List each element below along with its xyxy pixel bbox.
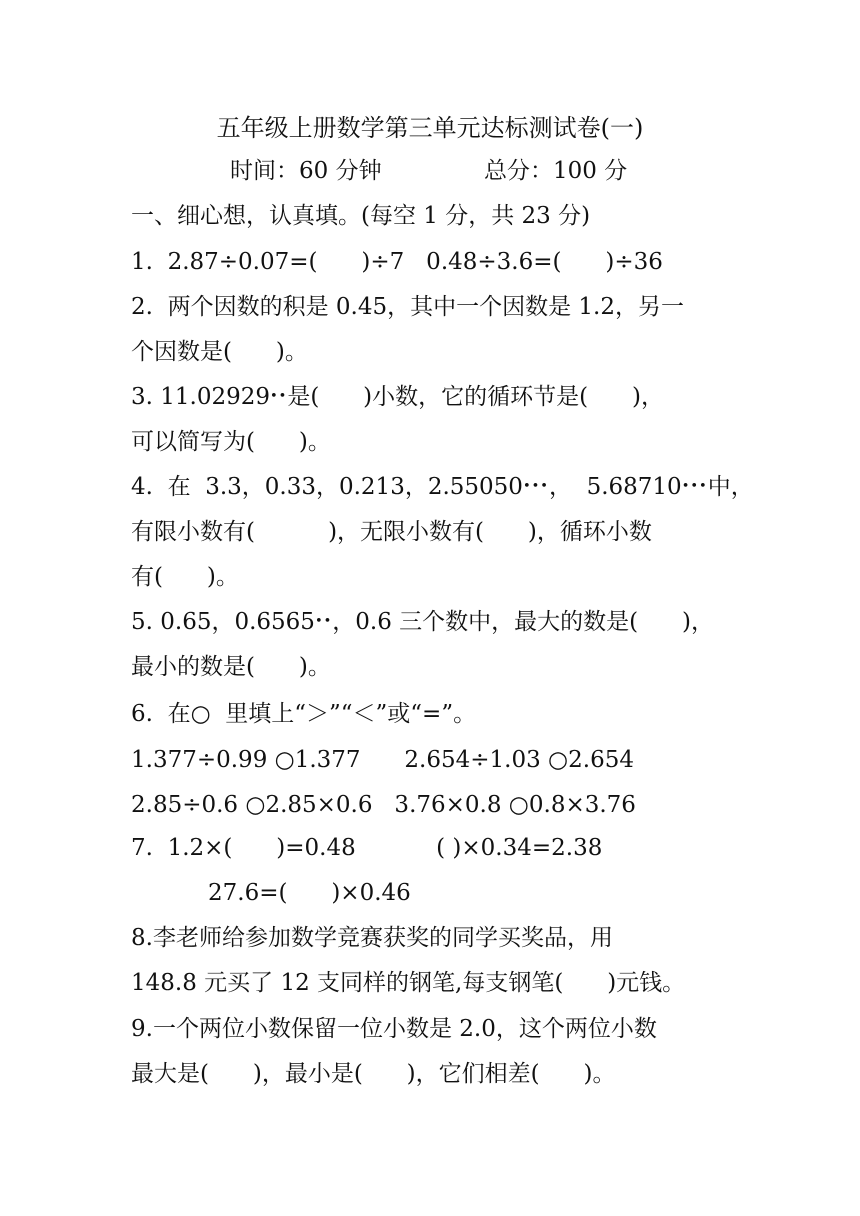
total-score: 总分：100 分 [484,158,628,184]
section-heading: 一、细心想，认真填。(每空 1 分，共 23 分) [131,203,591,229]
question-6-row-1: 1.377÷0.99 ○1.377 2.654÷1.03 ○2.654 [131,747,634,773]
repeating-dots: •• [270,389,288,404]
q5-text-start: 5. 0.65，0.6565 [131,609,315,635]
question-8-line-1: 8.李老师给参加数学竞赛获奖的同学买奖品，用 [131,925,613,951]
worksheet-title: 五年级上册数学第三单元达标测试卷(一) [216,114,644,142]
question-5-line-1 [131,607,714,637]
q4-text-middle: ， 5.68710 [548,474,682,500]
question-9-line-1: 9.一个两位小数保留一位小数是 2.0，这个两位小数 [131,1016,657,1042]
q3-text: 是( )小数，它的循环节是( )， [287,384,664,410]
question-4-line-1 [131,472,754,502]
question-3-line-2: 可以简写为( )。 [131,429,331,455]
q3-number: 3. 11.02929 [131,384,270,410]
question-7-line-1: 7. 1.2×( )=0.48 ( )×0.34=2.38 [131,835,603,861]
q4-text-end: 中， [707,474,754,500]
time-limit: 时间：60 分钟 [230,158,382,184]
question-7-line-2: 27.6=( )×0.46 [208,880,411,906]
question-9-line-2: 最大是( )，最小是( )，它们相差( )。 [131,1061,616,1087]
q4-text-start: 4. 在 3.3，0.33，0.213，2.55050 [131,474,523,500]
question-3-line-1 [131,382,664,412]
question-8-line-2: 148.8 元买了 12 支同样的钢笔,每支钢笔( )元钱。 [131,970,686,996]
question-2-line-2: 个因数是( )。 [131,339,308,365]
question-1: 1. 2.87÷0.07=( )÷7 0.48÷3.6=( )÷36 [131,249,663,275]
question-6-row-2: 2.85÷0.6 ○2.85×0.6 3.76×0.8 ○0.8×3.76 [131,792,636,818]
question-6: 6. 在○ 里填上“＞”“＜”或“=”。 [131,701,477,727]
repeating-dots: ••• [681,479,708,494]
question-4-line-2: 有限小数有( )，无限小数有( )，循环小数 [131,519,652,545]
question-2-line-1: 2. 两个因数的积是 0.45，其中一个因数是 1.2，另一 [131,294,684,320]
repeating-dots: •• [314,614,333,629]
question-5-line-2: 最小的数是( )。 [131,654,331,680]
repeating-dots: ••• [522,479,549,494]
q5-text-end: ，0.6 三个数中，最大的数是( )， [332,609,714,635]
question-4-line-3: 有( )。 [131,564,239,590]
